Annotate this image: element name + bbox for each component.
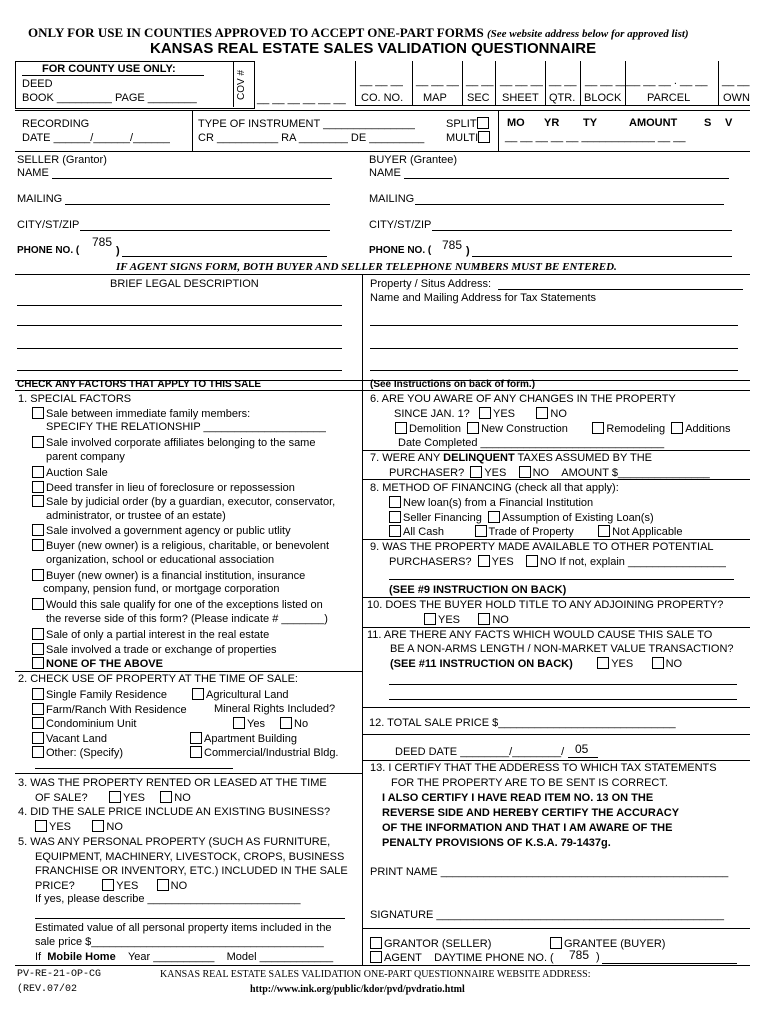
signer-grantor[interactable]: GRANTOR (SELLER): [370, 937, 491, 950]
tax-line-1[interactable]: [370, 325, 738, 326]
v-label: V: [725, 117, 733, 129]
q5-yes-checkbox[interactable]: [102, 879, 114, 891]
use-agricultural[interactable]: Agricultural Land: [192, 688, 289, 701]
buyer-city-field[interactable]: [432, 230, 732, 231]
mobile-home-line[interactable]: If Mobile Home Year __________ Model ____________: [35, 951, 334, 963]
factor-judicial[interactable]: Sale by judicial order (by a guardian, executor, conservator,: [32, 495, 335, 508]
factor-foreclosure[interactable]: Deed transfer in lieu of foreclosure or repossession: [32, 481, 295, 494]
q3-options: OF SALE? YES NO: [35, 792, 191, 804]
deed-date-year[interactable]: 05: [575, 742, 589, 756]
q9-yes-checkbox[interactable]: [478, 555, 490, 567]
mineral-rights-label: Mineral Rights Included?: [214, 703, 336, 715]
deed-label: DEED: [22, 78, 53, 90]
county-use-label: FOR COUNTY USE ONLY:: [42, 63, 176, 75]
seller-name-label: NAME: [17, 167, 49, 179]
buyer-heading: BUYER (Grantee): [369, 154, 458, 166]
demolition-checkbox[interactable]: [395, 422, 407, 434]
tax-address-label: Name and Mailing Address for Tax Statements: [370, 292, 597, 304]
factors-header: CHECK ANY FACTORS THAT APPLY TO THIS SALE: [17, 379, 262, 390]
factor-religious[interactable]: Buyer (new owner) is a religious, charitable, or benevolent: [32, 539, 329, 552]
q11-no-checkbox[interactable]: [652, 657, 664, 669]
seller-mailing-label: MAILING: [17, 193, 63, 205]
date-completed-field[interactable]: Date Completed ______________________________: [398, 437, 665, 449]
form-number: PV-RE-21-OP-CG: [17, 969, 102, 980]
buyer-mailing-label: MAILING: [369, 193, 415, 205]
factor-partial[interactable]: Sale of only a partial interest in the real estate: [32, 628, 269, 641]
q4-options: YES NO: [35, 820, 123, 833]
ty-label: TY: [583, 117, 598, 129]
cov-number-field[interactable]: __ __ __ __ __ __: [257, 93, 346, 105]
seller-phone-label: PHONE NO. (: [17, 245, 80, 256]
factor-trade-checkbox[interactable]: [32, 643, 44, 655]
q10-yes-checkbox[interactable]: [424, 613, 436, 625]
use-single-family[interactable]: Single Family Residence: [32, 688, 167, 701]
book-page-field[interactable]: BOOK _________ PAGE ________: [22, 92, 197, 104]
seller-heading: SELLER (Grantor): [17, 154, 107, 166]
q11-options: (SEE #11 INSTRUCTION ON BACK) YES NO: [390, 658, 683, 670]
factor-partial-checkbox[interactable]: [32, 628, 44, 640]
situs-field[interactable]: [498, 289, 743, 290]
factor-government[interactable]: Sale involved a government agency or public utlity: [32, 524, 291, 537]
financing-cash-row: All Cash Trade of Property Not Applicable: [389, 525, 683, 538]
q11-yes-checkbox[interactable]: [597, 657, 609, 669]
use-apartment[interactable]: Apartment Building: [190, 732, 297, 745]
factor-affiliates[interactable]: Sale involved corporate affiliates belonging to the same: [32, 436, 315, 449]
instrument-type-field[interactable]: TYPE OF INSTRUMENT _______________: [198, 118, 415, 130]
factor-family[interactable]: Sale between immediate family members:: [32, 407, 250, 420]
mineral-no-checkbox[interactable]: [280, 717, 292, 729]
q9-instruction: (SEE #9 INSTRUCTION ON BACK): [389, 584, 567, 596]
additions-checkbox[interactable]: [671, 422, 683, 434]
certification-text: I ALSO CERTIFY I HAVE READ ITEM NO. 13 ON THE: [382, 792, 654, 804]
recording-label: RECORDING: [22, 118, 90, 130]
mineral-no[interactable]: No: [280, 717, 308, 730]
own-label: OWN: [723, 92, 750, 104]
legal-line-4[interactable]: [17, 370, 342, 371]
use-commercial[interactable]: Commercial/Industrial Bldg.: [190, 746, 339, 759]
seller-area-code[interactable]: 785: [92, 235, 113, 249]
mo-label: MO: [507, 117, 525, 129]
q6-yes-checkbox[interactable]: [479, 407, 491, 419]
use-agricultural-checkbox[interactable]: [192, 688, 204, 700]
sec-label: SEC: [467, 92, 490, 104]
agent-checkbox[interactable]: [370, 951, 382, 963]
website-url[interactable]: http://www.ink.org/public/kdor/pvd/pvdratio.html: [250, 984, 465, 995]
cr-ra-de-field[interactable]: CR __________ RA ________ DE _________: [198, 132, 425, 144]
factor-judicial-checkbox[interactable]: [32, 495, 44, 507]
factor-foreclosure-checkbox[interactable]: [32, 481, 44, 493]
use-vacant[interactable]: Vacant Land: [32, 732, 107, 745]
q6-text: 6. ARE YOU AWARE OF ANY CHANGES IN THE PROPERTY: [370, 393, 676, 405]
use-other-checkbox[interactable]: [32, 746, 44, 758]
buyer-city-label: CITY/ST/ZIP: [369, 219, 432, 231]
q3-no-checkbox[interactable]: [160, 791, 172, 803]
seller-phone-field[interactable]: [122, 256, 327, 257]
q7-yes-checkbox[interactable]: [470, 466, 482, 478]
signature-field[interactable]: SIGNATURE _______________________________________________: [370, 909, 724, 921]
q5-options: PRICE? YES NO: [35, 880, 188, 892]
financing-new-loan[interactable]: New loan(s) from a Financial Institution: [389, 496, 593, 509]
q1-heading: 1. SPECIAL FACTORS: [18, 393, 132, 405]
qtr-label: QTR.: [549, 92, 576, 104]
map-label: MAP: [423, 92, 447, 104]
seller-city-label: CITY/ST/ZIP: [17, 219, 80, 231]
relationship-field[interactable]: SPECIFY THE RELATIONSHIP ____________________: [46, 421, 326, 433]
yr-label: YR: [544, 117, 560, 129]
exception-number-field[interactable]: the reverse side of this form? (Please indicate # _______): [46, 613, 328, 625]
personal-property-describe[interactable]: If yes, please describe _________________________: [35, 893, 301, 905]
q9-no-checkbox[interactable]: [526, 555, 538, 567]
use-vacant-checkbox[interactable]: [32, 732, 44, 744]
tax-line-3[interactable]: [370, 370, 738, 371]
use-farm-ranch[interactable]: Farm/Ranch With Residence: [32, 703, 187, 716]
factor-exception-checkbox[interactable]: [32, 598, 44, 610]
use-single-family-checkbox[interactable]: [32, 688, 44, 700]
q4-text: 4. DID THE SALE PRICE INCLUDE AN EXISTING BUSINESS?: [18, 806, 331, 818]
multi-option[interactable]: MULTI: [446, 131, 492, 144]
see-instructions: (See Instructions on back of form.): [370, 379, 536, 390]
form-title: KANSAS REAL ESTATE SALES VALIDATION QUESTIONNAIRE: [150, 40, 597, 57]
buyer-name-label: NAME: [369, 167, 401, 179]
factor-none[interactable]: NONE OF THE ABOVE: [32, 657, 163, 670]
q13-text: 13. I CERTIFY THAT THE ADDERESS TO WHICH TAX STATEMENTS: [370, 762, 717, 774]
other-specify-field[interactable]: [35, 768, 233, 769]
q10-no-checkbox[interactable]: [478, 613, 490, 625]
use-farm-ranch-checkbox[interactable]: [32, 703, 44, 715]
q7-text: 7. WERE ANY DELINQUENT TAXES ASSUMED BY THE: [370, 452, 653, 464]
q6-no-checkbox[interactable]: [536, 407, 548, 419]
q6-change-types: Demolition New Construction Remodeling Additions: [395, 422, 730, 435]
cov-label: COV #: [236, 69, 247, 100]
use-apartment-checkbox[interactable]: [190, 732, 202, 744]
factor-auction[interactable]: Auction Sale: [32, 466, 108, 479]
factor-exception[interactable]: Would this sale qualify for one of the exceptions listed on: [32, 598, 323, 611]
buyer-mailing-field[interactable]: [415, 204, 724, 205]
mineral-yes[interactable]: Yes: [233, 717, 265, 730]
q5-text: 5. WAS ANY PERSONAL PROPERTY (SUCH AS FURNITURE,: [18, 836, 331, 848]
co-no-label: CO. NO.: [361, 92, 404, 104]
agent-note: IF AGENT SIGNS FORM, BOTH BUYER AND SELLER TELEPHONE NUMBERS MUST BE ENTERED.: [116, 261, 617, 273]
financing-new-loan-checkbox[interactable]: [389, 496, 401, 508]
q3-text: 3. WAS THE PROPERTY RENTED OR LEASED AT THE TIME: [18, 777, 327, 789]
seller-mailing-field[interactable]: [65, 204, 330, 205]
q4-no-checkbox[interactable]: [92, 820, 104, 832]
financing-cash-checkbox[interactable]: [389, 525, 401, 537]
grantee-checkbox[interactable]: [550, 937, 562, 949]
print-name-field[interactable]: PRINT NAME _______________________________________________: [370, 866, 729, 878]
signer-grantee[interactable]: GRANTEE (BUYER): [550, 937, 665, 950]
top-notice: ONLY FOR USE IN COUNTIES APPROVED TO ACCEPT ONE-PART FORMS (See website address below for approved list): [28, 25, 689, 40]
q6-options: SINCE JAN. 1? YES NO: [394, 408, 567, 420]
deed-date-field[interactable]: DEED DATE ________/________/: [395, 746, 565, 758]
parcel-label: PARCEL: [647, 92, 691, 104]
personal-property-value[interactable]: sale price $______________________________________: [35, 936, 324, 948]
buyer-phone-field[interactable]: [472, 256, 732, 257]
legal-desc-label: BRIEF LEGAL DESCRIPTION: [110, 278, 259, 290]
use-commercial-checkbox[interactable]: [190, 746, 202, 758]
signer-agent[interactable]: AGENT DAYTIME PHONE NO. (: [370, 951, 554, 964]
factor-affiliates-checkbox[interactable]: [32, 436, 44, 448]
situs-label: Property / Situs Address:: [370, 278, 492, 290]
q11-text: 11. ARE THERE ANY FACTS WHICH WOULD CAUSE THIS SALE TO: [367, 629, 713, 641]
split-checkbox[interactable]: [477, 117, 489, 129]
revision: (REV.07/02: [17, 984, 78, 995]
daytime-area-code[interactable]: 785: [569, 948, 590, 962]
financing-trade-checkbox[interactable]: [475, 525, 487, 537]
block-label: BLOCK: [584, 92, 622, 104]
q3-yes-checkbox[interactable]: [109, 791, 121, 803]
buyer-phone-label: PHONE NO. (: [369, 245, 432, 256]
factor-financial[interactable]: Buyer (new owner) is a financial institution, insurance: [32, 569, 305, 582]
financing-seller-row: Seller Financing Assumption of Existing Loan(s): [389, 511, 654, 524]
financing-seller-checkbox[interactable]: [389, 511, 401, 523]
q5-no-checkbox[interactable]: [157, 879, 169, 891]
q4-yes-checkbox[interactable]: [35, 820, 47, 832]
q7-options: PURCHASER? YES NO AMOUNT $_______________: [389, 467, 710, 479]
legal-line-1[interactable]: [17, 305, 342, 306]
s-label: S: [704, 117, 712, 129]
recording-date-field[interactable]: DATE ______/______/______: [22, 132, 170, 144]
use-other[interactable]: Other: (Specify): [32, 746, 123, 759]
financing-assumption-checkbox[interactable]: [488, 511, 500, 523]
factor-financial-checkbox[interactable]: [32, 569, 44, 581]
multi-checkbox[interactable]: [478, 131, 490, 143]
grantor-checkbox[interactable]: [370, 937, 382, 949]
total-sale-price[interactable]: 12. TOTAL SALE PRICE $_____________________________: [369, 717, 676, 729]
legal-line-2[interactable]: [17, 325, 342, 326]
use-condo-checkbox[interactable]: [32, 717, 44, 729]
seller-city-field[interactable]: [80, 230, 330, 231]
q10-options: YES NO: [424, 613, 509, 626]
q7-no-checkbox[interactable]: [519, 466, 531, 478]
website-label: KANSAS REAL ESTATE SALES VALIDATION ONE-PART QUESTIONNAIRE WEBSITE ADDRESS:: [160, 969, 591, 980]
buyer-area-code[interactable]: 785: [442, 238, 463, 252]
financing-na-checkbox[interactable]: [598, 525, 610, 537]
factor-trade[interactable]: Sale involved a trade or exchange of properties: [32, 643, 277, 656]
buyer-name-field[interactable]: [404, 178, 729, 179]
factor-government-checkbox[interactable]: [32, 524, 44, 536]
new-construction-checkbox[interactable]: [467, 422, 479, 434]
factor-none-checkbox[interactable]: [32, 657, 44, 669]
q10-text: 10. DOES THE BUYER HOLD TITLE TO ANY ADJOINING PROPERTY?: [367, 599, 724, 611]
split-option[interactable]: SPLIT: [446, 117, 491, 130]
code-blanks: __ __ __ __ __ ____________ __ __: [505, 131, 686, 143]
remodeling-checkbox[interactable]: [592, 422, 604, 434]
tax-line-2[interactable]: [370, 348, 738, 349]
q2-heading: 2. CHECK USE OF PROPERTY AT THE TIME OF SALE:: [18, 673, 298, 685]
use-condo[interactable]: Condominium Unit: [32, 717, 136, 730]
q8-text: 8. METHOD OF FINANCING (check all that apply):: [370, 482, 619, 494]
factor-family-checkbox[interactable]: [32, 407, 44, 419]
legal-line-3[interactable]: [17, 348, 342, 349]
factor-auction-checkbox[interactable]: [32, 466, 44, 478]
mineral-yes-checkbox[interactable]: [233, 717, 245, 729]
daytime-phone-field[interactable]: [602, 963, 737, 964]
factor-religious-checkbox[interactable]: [32, 539, 44, 551]
seller-name-field[interactable]: [52, 178, 332, 179]
q9-text: 9. WAS THE PROPERTY MADE AVAILABLE TO OTHER POTENTIAL: [370, 541, 714, 553]
sheet-label: SHEET: [502, 92, 539, 104]
amount-label: AMOUNT: [629, 117, 678, 129]
q9-options: PURCHASERS? YES NO If not, explain ________________: [389, 556, 726, 568]
